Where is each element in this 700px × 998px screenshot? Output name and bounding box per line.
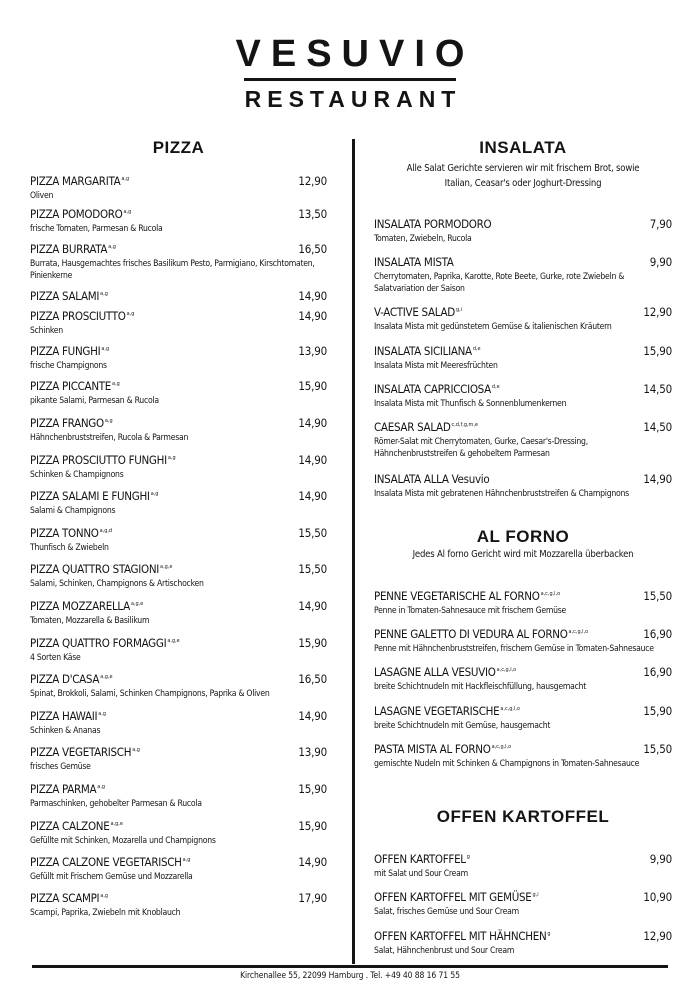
menu-item bbox=[30, 344, 327, 372]
menu-item-price: 13,90 bbox=[298, 344, 327, 358]
menu-item-name: PIZZA CALZONE$^{a,g,e}$ bbox=[30, 819, 123, 833]
logo-title: VESUVIO bbox=[235, 33, 475, 75]
menu-item-name: OFFEN KARTOFFEL$^g$ bbox=[374, 852, 470, 866]
menu-item-description: pikante Salami, Parmesan & Rucola bbox=[30, 396, 159, 406]
menu-item-price: 15,90 bbox=[643, 344, 672, 358]
menu-item bbox=[374, 589, 672, 617]
menu-item bbox=[374, 929, 672, 957]
allergen-codes: a,c,g,l,o bbox=[491, 744, 512, 750]
menu-item-description: Gefüllte mit Schinken, Mozarella und Champignons bbox=[30, 836, 216, 846]
menu-item-price: 12,90 bbox=[643, 929, 672, 943]
menu-item bbox=[30, 709, 327, 737]
logo-divider bbox=[244, 78, 456, 81]
menu-item-price: 14,50 bbox=[643, 382, 672, 396]
insalata-title: INSALATA bbox=[479, 138, 567, 157]
menu-item-description: Salami & Champignons bbox=[30, 506, 116, 516]
allergen-codes: a,g bbox=[97, 784, 106, 790]
al-forno-note: Jedes Al forno Gericht wird mit Mozzarella überbacken bbox=[412, 549, 634, 560]
menu-item-description: Schinken & Champignons bbox=[30, 470, 124, 480]
menu-item-description: Salat, frisches Gemüse und Sour Cream bbox=[374, 907, 519, 917]
allergen-codes: a,g bbox=[112, 381, 120, 387]
menu-item-description: Cherrytomaten, Paprika, Karotte, Rote Beete, Gurke, rote Zwiebeln & Salatvariation der Saison bbox=[374, 272, 625, 294]
menu-item-price: 9,90 bbox=[649, 255, 672, 269]
allergen-codes: a,g bbox=[182, 857, 191, 863]
allergen-codes: g bbox=[547, 931, 551, 937]
allergen-codes: d,e bbox=[472, 346, 481, 352]
menu-item-name: PIZZA CALZONE VEGETARISCH$^{a,g}$ bbox=[30, 855, 191, 869]
menu-item bbox=[30, 819, 327, 847]
allergen-codes: a,g bbox=[100, 893, 109, 899]
menu-item bbox=[30, 782, 327, 810]
menu-item bbox=[374, 742, 672, 770]
menu-item-price: 12,90 bbox=[643, 305, 672, 319]
menu-item bbox=[30, 207, 327, 235]
menu-item-description: Penne in Tomaten-Sahnesauce mit frischem Gemüse bbox=[374, 606, 567, 616]
menu-item-description: Insalata Mista mit gebratenen Hähnchenbruststreifen & Champignons bbox=[374, 489, 629, 499]
menu-item bbox=[374, 472, 672, 500]
column-divider bbox=[352, 139, 355, 964]
footer-address: Kirchenallee 55, 22099 Hamburg . Tel. +49 40 88 16 71 55 bbox=[240, 971, 460, 981]
menu-item-description: 4 Sorten Käse bbox=[30, 653, 81, 663]
menu-item-description: Tomaten, Mozzarella & Basilikum bbox=[30, 616, 150, 626]
menu-item-price: 17,90 bbox=[298, 891, 327, 905]
menu-item-name: LASAGNE ALLA VESUVIO$^{a,c,g,l,o}$ bbox=[374, 665, 517, 679]
allergen-codes: a,c,g,l,o bbox=[540, 591, 561, 597]
insalata-note: Alle Salat Gerichte servieren wir mit frischem Brot, sowie Italian, Ceasar's oder Joghurt-Dressing bbox=[406, 163, 640, 189]
menu-item bbox=[30, 416, 327, 444]
offen-kartoffel-title: OFFEN KARTOFFEL bbox=[436, 807, 610, 826]
menu-item-price: 16,50 bbox=[298, 672, 327, 686]
allergen-codes: d,e bbox=[491, 384, 500, 390]
menu-item-price: 12,90 bbox=[298, 174, 327, 188]
menu-item-name: OFFEN KARTOFFEL MIT GEMÜSE$^{g,i}$ bbox=[374, 890, 539, 904]
menu-item-description: Insalata Mista mit gedünstetem Gemüse & italienischen Kräutern bbox=[374, 322, 612, 332]
allergen-codes: a,g,e bbox=[160, 564, 173, 570]
menu-item-name: V-ACTIVE SALAD$^{g,i}$ bbox=[374, 305, 463, 319]
menu-item-price: 15,90 bbox=[643, 704, 672, 718]
menu-item-description: Insalata Mista mit Meeresfrüchten bbox=[374, 361, 498, 371]
menu-item-name: INSALATA ALLA Vesuvio bbox=[374, 472, 490, 486]
pizza-title: PIZZA bbox=[152, 138, 205, 157]
menu-item bbox=[30, 489, 327, 517]
menu-item-price: 16,90 bbox=[643, 665, 672, 679]
menu-item bbox=[30, 745, 327, 773]
menu-item-name: PIZZA FUNGHI$^{a,g}$ bbox=[30, 344, 110, 358]
menu-item-price: 14,90 bbox=[643, 472, 672, 486]
menu-item-name: CAESAR SALAD$^{c,d,f,g,m,e}$ bbox=[374, 420, 478, 434]
footer-divider bbox=[32, 965, 668, 968]
menu-item-description: Römer-Salat mit Cherrytomaten, Gurke, Caesar's-Dressing, Hähnchenbruststreifen & gehobeltem Parmesan bbox=[374, 437, 588, 459]
menu-item-price: 15,90 bbox=[298, 379, 327, 393]
menu-item-name: PASTA MISTA AL FORNO$^{a,c,g,l,o}$ bbox=[374, 742, 512, 756]
menu-item bbox=[30, 379, 327, 407]
menu-item-price: 15,90 bbox=[298, 819, 327, 833]
menu-item-description: frisches Gemüse bbox=[30, 762, 91, 772]
menu-item-price: 13,90 bbox=[298, 745, 327, 759]
menu-item-price: 7,90 bbox=[649, 217, 672, 231]
menu-item bbox=[30, 891, 327, 919]
menu-item-name: PIZZA MOZZARELLA$^{a,g,e}$ bbox=[30, 599, 144, 613]
menu-item-description: Parmaschinken, gehobelter Parmesan & Rucola bbox=[30, 799, 202, 809]
menu-item bbox=[374, 255, 672, 295]
menu-item bbox=[30, 526, 327, 554]
menu-item-name: PIZZA SALAMI$^{a,g}$ bbox=[30, 289, 108, 303]
menu-item-name: OFFEN KARTOFFEL MIT HÄHNCHEN$^g$ bbox=[374, 929, 551, 943]
menu-item-price: 15,50 bbox=[298, 562, 327, 576]
menu-item-name: PIZZA PROSCIUTTO FUNGHI$^{a,g}$ bbox=[30, 453, 176, 467]
menu-item-description: breite Schichtnudeln mit Gemüse, hausgemacht bbox=[374, 721, 551, 731]
menu-item bbox=[30, 453, 327, 481]
menu-item-description: breite Schichtnudeln mit Hackfleischfüllung, hausgemacht bbox=[374, 682, 587, 692]
menu-item-name: INSALATA PORMODORO bbox=[374, 217, 492, 231]
menu-item-name: PIZZA QUATTRO FORMAGGI$^{a,g,e}$ bbox=[30, 636, 180, 650]
menu-item-price: 15,90 bbox=[298, 782, 327, 796]
menu-item-price: 14,50 bbox=[643, 420, 672, 434]
allergen-codes: a,g bbox=[101, 346, 110, 352]
allergen-codes: a,g,e bbox=[110, 821, 123, 827]
menu-item-description: mit Salat und Sour Cream bbox=[374, 869, 468, 879]
menu-item-description: Thunfisch & Zwiebeln bbox=[30, 543, 109, 553]
menu-item-price: 15,50 bbox=[298, 526, 327, 540]
menu-item-name: PENNE GALETTO DI VEDURA AL FORNO$^{a,c,g,l,o}$ bbox=[374, 627, 589, 641]
menu-item-name: PIZZA POMODORO$^{a,g}$ bbox=[30, 207, 132, 221]
menu-item-name: PIZZA QUATTRO STAGIONI$^{a,g,e}$ bbox=[30, 562, 173, 576]
menu-item-name: PIZZA SALAMI E FUNGHI$^{a,g}$ bbox=[30, 489, 159, 503]
menu-item-price: 9,90 bbox=[649, 852, 672, 866]
menu-item-description: frische Champignons bbox=[30, 361, 107, 371]
allergen-codes: g,i bbox=[532, 892, 539, 898]
allergen-codes: a,c,g,l,o bbox=[500, 706, 520, 712]
menu-item-description: Salami, Schinken, Champignons & Artischocken bbox=[30, 579, 204, 589]
menu-item-name: PIZZA PARMA$^{a,g}$ bbox=[30, 782, 106, 796]
allergen-codes: a,g bbox=[123, 209, 132, 215]
menu-item bbox=[30, 289, 327, 303]
menu-item-description: Burrata, Hausgemachtes frisches Basilikum Pesto, Parmigiano, Kirschtomaten, Pinienkerne bbox=[30, 259, 315, 281]
menu-item-description: frische Tomaten, Parmesan & Rucola bbox=[30, 224, 163, 234]
allergen-codes: g bbox=[466, 854, 470, 860]
menu-item-name: PIZZA SCAMPI$^{a,g}$ bbox=[30, 891, 109, 905]
restaurant-logo bbox=[0, 34, 700, 112]
menu-item-description: Schinken bbox=[30, 326, 63, 336]
menu-item-price: 13,50 bbox=[298, 207, 327, 221]
menu-item-price: 14,90 bbox=[298, 709, 327, 723]
menu-item-price: 16,90 bbox=[643, 627, 672, 641]
menu-item bbox=[374, 890, 672, 918]
menu-item bbox=[374, 704, 672, 732]
menu-item bbox=[30, 599, 327, 627]
menu-item-price: 14,90 bbox=[298, 289, 327, 303]
allergen-codes: a,g bbox=[121, 176, 130, 182]
allergen-codes: c,d,f,g,m,e bbox=[451, 422, 478, 428]
logo-subtitle: RESTAURANT bbox=[244, 86, 462, 112]
allergen-codes: a,g,e bbox=[130, 601, 144, 607]
allergen-codes: a,g,d bbox=[99, 528, 113, 534]
menu-item bbox=[30, 242, 327, 282]
allergen-codes: a,g bbox=[104, 418, 113, 424]
menu-item bbox=[30, 855, 327, 883]
menu-item bbox=[374, 665, 672, 693]
allergen-codes: a,g bbox=[108, 244, 116, 250]
menu-item-name: PIZZA TONNO$^{a,g,d}$ bbox=[30, 526, 113, 540]
menu-item bbox=[374, 217, 672, 245]
menu-item-name: PENNE VEGETARISCHE AL FORNO$^{a,c,g,l,o}$ bbox=[374, 589, 561, 603]
allergen-codes: a,g bbox=[150, 491, 159, 497]
menu-item-description: Gefüllt mit Frischem Gemüse und Mozzarella bbox=[30, 872, 193, 882]
allergen-codes: a,g,e bbox=[100, 674, 113, 680]
menu-item-description: Tomaten, Zwiebeln, Rucola bbox=[374, 234, 472, 244]
allergen-codes: g,i bbox=[455, 307, 463, 313]
menu-item bbox=[374, 344, 672, 372]
menu-item-price: 15,90 bbox=[298, 636, 327, 650]
allergen-codes: a,g bbox=[167, 455, 176, 461]
menu-item-price: 14,90 bbox=[298, 489, 327, 503]
menu-item-name: PIZZA PROSCIUTTO$^{a,g}$ bbox=[30, 309, 135, 323]
menu-item-description: Schinken & Ananas bbox=[30, 726, 101, 736]
menu-item-price: 10,90 bbox=[643, 890, 672, 904]
allergen-codes: a,g bbox=[98, 711, 106, 717]
menu-item-price: 16,50 bbox=[298, 242, 327, 256]
menu-item bbox=[374, 627, 672, 655]
menu-item bbox=[374, 852, 672, 880]
menu-item bbox=[374, 305, 672, 333]
menu-item-price: 14,90 bbox=[298, 309, 327, 323]
menu-item-description: Hähnchenbruststreifen, Rucola & Parmesan bbox=[30, 433, 189, 443]
allergen-codes: a,c,g,l,o bbox=[496, 667, 517, 673]
allergen-codes: a,g bbox=[100, 291, 108, 297]
allergen-codes: a,c,g,l,o bbox=[568, 629, 589, 635]
menu-item-name: PIZZA BURRATA$^{a,g}$ bbox=[30, 242, 116, 256]
menu-item-price: 14,90 bbox=[298, 416, 327, 430]
menu-item-price: 15,50 bbox=[643, 589, 672, 603]
allergen-codes: a,g,e bbox=[167, 638, 180, 644]
menu-item bbox=[30, 636, 327, 664]
menu-item-name: INSALATA SICILIANA$^{d,e}$ bbox=[374, 344, 481, 358]
al-forno-title: AL FORNO bbox=[476, 527, 570, 546]
menu-item-name: PIZZA FRANGO$^{a,g}$ bbox=[30, 416, 113, 430]
menu-item-description: Salat, Hähnchenbrust und Sour Cream bbox=[374, 946, 515, 956]
menu-item-price: 14,90 bbox=[298, 855, 327, 869]
menu-item bbox=[30, 174, 327, 202]
menu-item-name: LASAGNE VEGETARISCHE$^{a,c,g,l,o}$ bbox=[374, 704, 520, 718]
menu-item-name: INSALATA CAPRICCIOSA$^{d,e}$ bbox=[374, 382, 500, 396]
menu-item bbox=[30, 672, 327, 700]
menu-item-name: PIZZA HAWAII$^{a,g}$ bbox=[30, 709, 106, 723]
menu-item-name: PIZZA VEGETARISCH$^{a,g}$ bbox=[30, 745, 140, 759]
menu-item-description: Penne mit Hähnchenbruststreifen, frischem Gemüse in Tomaten-Sahnesauce bbox=[374, 644, 654, 654]
menu-item-name: PIZZA PICCANTE$^{a,g}$ bbox=[30, 379, 120, 393]
menu-item-price: 14,90 bbox=[298, 599, 327, 613]
allergen-codes: a,g bbox=[132, 747, 140, 753]
menu-item-name: INSALATA MISTA bbox=[374, 255, 454, 269]
menu-item-price: 15,50 bbox=[643, 742, 672, 756]
menu-item-description: Scampi, Paprika, Zwiebeln mit Knoblauch bbox=[30, 908, 181, 918]
menu-item bbox=[374, 420, 672, 460]
menu-item-name: PIZZA D'CASA$^{a,g,e}$ bbox=[30, 672, 113, 686]
menu-item-description: Spinat, Brokkoli, Salami, Schinken Champignons, Paprika & Oliven bbox=[30, 689, 270, 699]
menu-item bbox=[30, 562, 327, 590]
menu-item-description: Insalata Mista mit Thunfisch & Sonnenblumenkernen bbox=[374, 399, 567, 409]
menu-item bbox=[374, 382, 672, 410]
allergen-codes: a,g bbox=[126, 311, 135, 317]
menu-item-description: Oliven bbox=[30, 191, 54, 201]
menu-item-name: PIZZA MARGARITA$^{a,g}$ bbox=[30, 174, 130, 188]
menu-item-price: 14,90 bbox=[298, 453, 327, 467]
menu-item bbox=[30, 309, 327, 337]
menu-item-description: gemischte Nudeln mit Schinken & Champignons in Tomaten-Sahnesauce bbox=[374, 759, 640, 769]
